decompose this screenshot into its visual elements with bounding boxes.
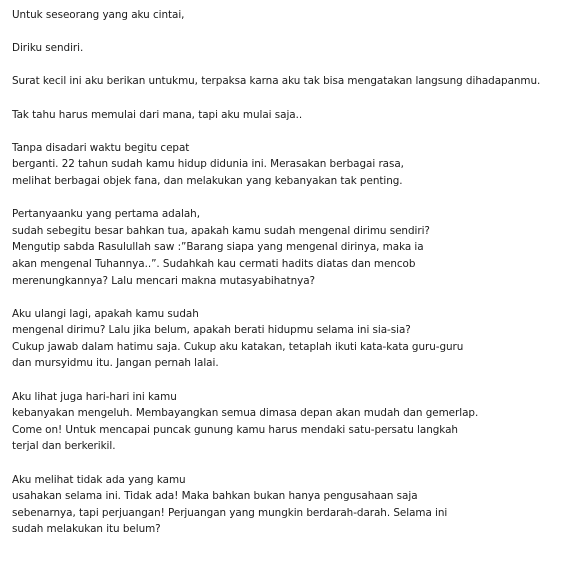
salutation-line: Diriku sendiri.: [12, 42, 84, 55]
letter-body: [12, 7, 557, 538]
paragraph-1-line-1: Surat kecil ini aku berikan untukmu, terpaksa karna aku tak bisa mengatakan langsung dihadapanmu.: [12, 75, 541, 88]
paragraph-7-line-4: sudah melakukan itu belum?: [12, 523, 161, 536]
paragraph-gap: [12, 455, 557, 472]
paragraph-2-line-1: Tak tahu harus memulai dari mana, tapi aku mulai saja..: [12, 108, 303, 121]
paragraph-5-line-2: mengenal dirimu? Lalu jika belum, apakah berati hidupmu selama ini sia-sia?: [12, 324, 411, 337]
paragraph-4-line-5: merenungkannya? Lalu mencari makna mutasyabihatnya?: [12, 274, 315, 287]
paragraph-4-line-1: Pertanyaanku yang pertama adalah,: [12, 208, 200, 221]
paragraph-3-line-2: berganti. 22 tahun sudah kamu hidup didunia ini. Merasakan berbagai rasa,: [12, 158, 404, 171]
paragraph-5-line-4: dan mursyidmu itu. Jangan pernah lalai.: [12, 357, 219, 370]
paragraph-5-line-3: Cukup jawab dalam hatimu saja. Cukup aku katakan, tetaplah ikuti kata-kata guru-guru: [12, 340, 464, 353]
paragraph-3-line-3: melihat berbagai objek fana, dan melakukan yang kebanyakan tak penting.: [12, 174, 403, 187]
paragraph-7-line-2: usahakan selama ini. Tidak ada! Maka bahkan bukan hanya pengusahaan saja: [12, 490, 418, 503]
paragraph-7-line-1: Aku melihat tidak ada yang kamu: [12, 473, 186, 486]
paragraph-3-line-1: Tanpa disadari waktu begitu cepat: [12, 141, 190, 154]
paragraph-6-line-1: Aku lihat juga hari-hari ini kamu: [12, 390, 177, 403]
paragraph-gap: [12, 372, 557, 389]
paragraph-gap: [12, 123, 557, 140]
paragraph-5-line-1: Aku ulangi lagi, apakah kamu sudah: [12, 307, 199, 320]
paragraph-gap: [12, 24, 557, 41]
paragraph-4-line-3: Mengutip sabda Rasulullah saw :”Barang siapa yang mengenal dirinya, maka ia: [12, 241, 424, 254]
paragraph-4-line-2: sudah sebegitu besar bahkan tua, apakah kamu sudah mengenal dirimu sendiri?: [12, 224, 430, 237]
paragraph-7-line-3: sebenarnya, tapi perjuangan! Perjuangan yang mungkin berdarah-darah. Selama ini: [12, 506, 448, 519]
paragraph-gap: [12, 289, 557, 306]
paragraph-gap: [12, 90, 557, 107]
paragraph-gap: [12, 190, 557, 207]
greeting-line: Untuk seseorang yang aku cintai,: [12, 9, 185, 21]
paragraph-4-line-4: akan mengenal Tuhannya..”. Sudahkah kau cermati hadits diatas dan mencob: [12, 257, 416, 270]
paragraph-6-line-4: terjal dan berkerikil.: [12, 440, 116, 453]
paragraph-6-line-3: Come on! Untuk mencapai puncak gunung kamu harus mendaki satu-persatu langkah: [12, 423, 458, 436]
paragraph-gap: [12, 57, 557, 74]
paragraph-6-line-2: kebanyakan mengeluh. Membayangkan semua dimasa depan akan mudah dan gemerlap.: [12, 407, 479, 420]
